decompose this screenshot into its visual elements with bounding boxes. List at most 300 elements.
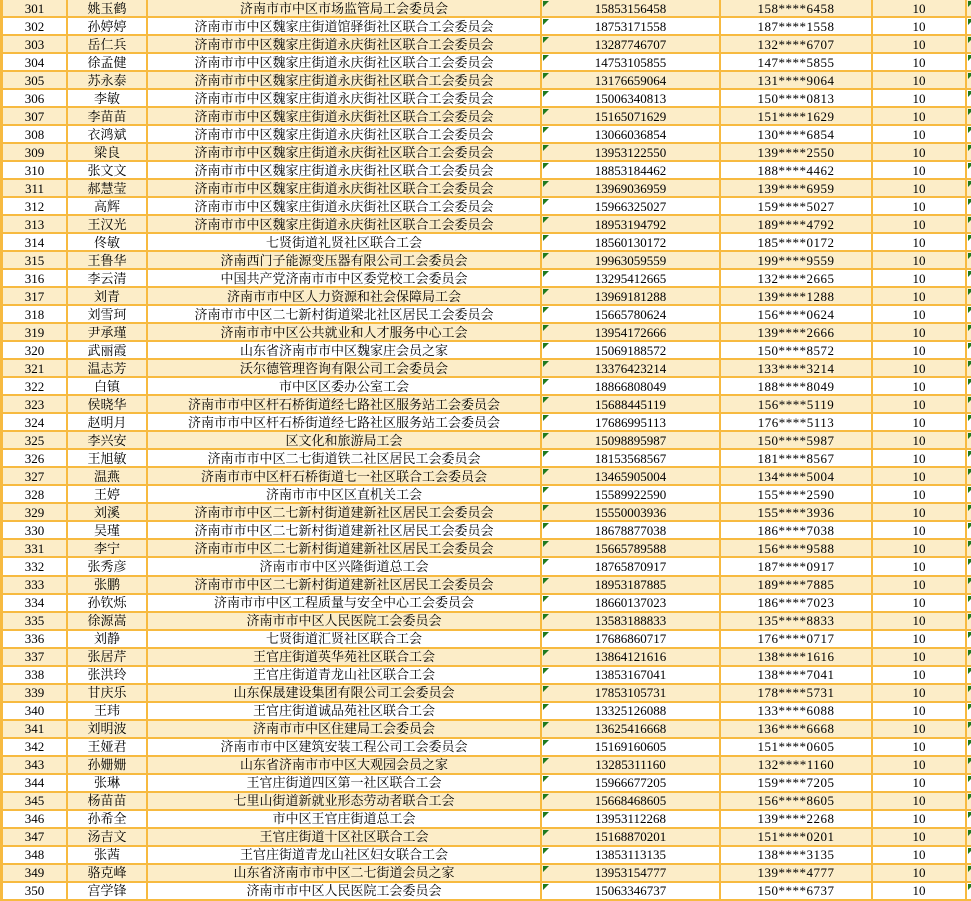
organization-cell[interactable]: 王官庄街道四区第一社区联合工会 bbox=[148, 775, 542, 791]
organization-cell[interactable]: 济南市市中区二七街道铁二社区居民工会委员会 bbox=[148, 450, 542, 466]
name-cell[interactable]: 甘庆乐 bbox=[68, 685, 148, 701]
count-cell[interactable]: 10 bbox=[873, 649, 967, 665]
organization-cell[interactable]: 王官庄街道青龙山社区妇女联合工会 bbox=[148, 847, 542, 863]
masked-phone-cell[interactable]: 176****5113 bbox=[721, 414, 873, 430]
name-cell[interactable]: 刘雪珂 bbox=[68, 306, 148, 322]
row-number-cell[interactable]: 336 bbox=[3, 631, 68, 647]
masked-phone-cell[interactable]: 150****6737 bbox=[721, 883, 873, 899]
masked-phone-cell[interactable]: 151****0605 bbox=[721, 739, 873, 755]
masked-phone-cell[interactable]: 188****4462 bbox=[721, 162, 873, 178]
masked-phone-cell[interactable]: 139****1288 bbox=[721, 288, 873, 304]
phone-cell[interactable] bbox=[542, 180, 721, 196]
count-cell[interactable]: 10 bbox=[873, 450, 967, 466]
organization-cell[interactable]: 市中区王官庄街道总工会 bbox=[148, 811, 542, 827]
count-cell[interactable]: 10 bbox=[873, 595, 967, 611]
count-cell[interactable]: 10 bbox=[873, 36, 967, 52]
clipped-next-column-cell[interactable] bbox=[967, 234, 971, 250]
clipped-next-column-cell[interactable] bbox=[967, 703, 971, 719]
row-number-cell[interactable]: 307 bbox=[3, 108, 68, 124]
row-number-cell[interactable]: 340 bbox=[3, 703, 68, 719]
count-cell[interactable]: 10 bbox=[873, 342, 967, 358]
name-cell[interactable]: 李苗苗 bbox=[68, 108, 148, 124]
organization-cell[interactable]: 济南市市中区魏家庄街道永庆街社区联合工会委员会 bbox=[148, 72, 542, 88]
count-cell[interactable]: 10 bbox=[873, 757, 967, 773]
masked-phone-cell[interactable]: 151****0201 bbox=[721, 829, 873, 845]
masked-phone-cell[interactable]: 199****9559 bbox=[721, 252, 873, 268]
phone-cell[interactable] bbox=[542, 288, 721, 304]
count-cell[interactable]: 10 bbox=[873, 883, 967, 899]
row-number-cell[interactable]: 319 bbox=[3, 324, 68, 340]
row-number-cell[interactable]: 338 bbox=[3, 667, 68, 683]
clipped-next-column-cell[interactable] bbox=[967, 595, 971, 611]
masked-phone-cell[interactable]: 134****5004 bbox=[721, 468, 873, 484]
masked-phone-cell[interactable]: 159****7205 bbox=[721, 775, 873, 791]
masked-phone-cell[interactable]: 155****3936 bbox=[721, 504, 873, 520]
clipped-next-column-cell[interactable] bbox=[967, 522, 971, 538]
clipped-next-column-cell[interactable] bbox=[967, 216, 971, 232]
row-number-cell[interactable]: 327 bbox=[3, 468, 68, 484]
count-cell[interactable]: 10 bbox=[873, 432, 967, 448]
organization-cell[interactable]: 济南市市中区二七新村街道建新社区居民工会委员会 bbox=[148, 504, 542, 520]
count-cell[interactable]: 10 bbox=[873, 847, 967, 863]
phone-cell[interactable] bbox=[542, 198, 721, 214]
phone-cell[interactable] bbox=[542, 36, 721, 52]
row-number-cell[interactable]: 344 bbox=[3, 775, 68, 791]
organization-cell[interactable]: 济南市市中区区直机关工会 bbox=[148, 486, 542, 502]
phone-cell[interactable] bbox=[542, 144, 721, 160]
phone-cell[interactable] bbox=[542, 234, 721, 250]
count-cell[interactable]: 10 bbox=[873, 613, 967, 629]
clipped-next-column-cell[interactable] bbox=[967, 793, 971, 809]
masked-phone-cell[interactable]: 151****1629 bbox=[721, 108, 873, 124]
name-cell[interactable]: 刘溪 bbox=[68, 504, 148, 520]
organization-cell[interactable]: 山东省济南市市中区魏家庄会员之家 bbox=[148, 342, 542, 358]
organization-cell[interactable]: 山东省济南市市中区大观园会员之家 bbox=[148, 757, 542, 773]
name-cell[interactable]: 王娅君 bbox=[68, 739, 148, 755]
phone-cell[interactable] bbox=[542, 829, 721, 845]
count-cell[interactable]: 10 bbox=[873, 811, 967, 827]
count-cell[interactable]: 10 bbox=[873, 18, 967, 34]
row-number-cell[interactable]: 322 bbox=[3, 378, 68, 394]
clipped-next-column-cell[interactable] bbox=[967, 847, 971, 863]
row-number-cell[interactable]: 316 bbox=[3, 270, 68, 286]
count-cell[interactable]: 10 bbox=[873, 865, 967, 881]
clipped-next-column-cell[interactable] bbox=[967, 270, 971, 286]
phone-cell[interactable] bbox=[542, 216, 721, 232]
organization-cell[interactable]: 沃尔德管理咨询有限公司工会委员会 bbox=[148, 360, 542, 376]
clipped-next-column-cell[interactable] bbox=[967, 540, 971, 556]
masked-phone-cell[interactable]: 150****5987 bbox=[721, 432, 873, 448]
name-cell[interactable]: 徐孟健 bbox=[68, 54, 148, 70]
organization-cell[interactable]: 七里山街道新就业形态劳动者联合工会 bbox=[148, 793, 542, 809]
masked-phone-cell[interactable]: 135****8833 bbox=[721, 613, 873, 629]
phone-cell[interactable] bbox=[542, 793, 721, 809]
phone-cell[interactable] bbox=[542, 775, 721, 791]
phone-cell[interactable] bbox=[542, 847, 721, 863]
organization-cell[interactable]: 济南市市中区魏家庄街道永庆街社区联合工会委员会 bbox=[148, 180, 542, 196]
name-cell[interactable]: 王玮 bbox=[68, 703, 148, 719]
clipped-next-column-cell[interactable] bbox=[967, 775, 971, 791]
clipped-next-column-cell[interactable] bbox=[967, 342, 971, 358]
organization-cell[interactable]: 济南市市中区市场监管局工会委员会 bbox=[148, 0, 542, 16]
count-cell[interactable]: 10 bbox=[873, 396, 967, 412]
count-cell[interactable]: 10 bbox=[873, 468, 967, 484]
organization-cell[interactable]: 济南市市中区魏家庄街道永庆街社区联合工会委员会 bbox=[148, 216, 542, 232]
masked-phone-cell[interactable]: 188****8049 bbox=[721, 378, 873, 394]
name-cell[interactable]: 孙希全 bbox=[68, 811, 148, 827]
name-cell[interactable]: 吴瑾 bbox=[68, 522, 148, 538]
row-number-cell[interactable]: 320 bbox=[3, 342, 68, 358]
organization-cell[interactable]: 济南市市中区魏家庄街道永庆街社区联合工会委员会 bbox=[148, 198, 542, 214]
name-cell[interactable]: 衣鸿斌 bbox=[68, 126, 148, 142]
name-cell[interactable]: 宫学锋 bbox=[68, 883, 148, 899]
masked-phone-cell[interactable]: 158****6458 bbox=[721, 0, 873, 16]
row-number-cell[interactable]: 331 bbox=[3, 540, 68, 556]
clipped-next-column-cell[interactable] bbox=[967, 883, 971, 899]
masked-phone-cell[interactable]: 186****7038 bbox=[721, 522, 873, 538]
phone-cell[interactable] bbox=[542, 613, 721, 629]
organization-cell[interactable]: 王官庄街道十区社区联合工会 bbox=[148, 829, 542, 845]
row-number-cell[interactable]: 328 bbox=[3, 486, 68, 502]
name-cell[interactable]: 汤吉文 bbox=[68, 829, 148, 845]
count-cell[interactable]: 10 bbox=[873, 144, 967, 160]
organization-cell[interactable]: 济南市市中区魏家庄街道馆驿街社区联合工会委员会 bbox=[148, 18, 542, 34]
count-cell[interactable]: 10 bbox=[873, 54, 967, 70]
name-cell[interactable]: 佟敏 bbox=[68, 234, 148, 250]
count-cell[interactable]: 10 bbox=[873, 90, 967, 106]
organization-cell[interactable]: 济南市市中区工程质量与安全中心工会委员会 bbox=[148, 595, 542, 611]
row-number-cell[interactable]: 306 bbox=[3, 90, 68, 106]
name-cell[interactable]: 李云清 bbox=[68, 270, 148, 286]
row-number-cell[interactable]: 333 bbox=[3, 577, 68, 593]
count-cell[interactable]: 10 bbox=[873, 216, 967, 232]
organization-cell[interactable]: 济南市市中区魏家庄街道永庆街社区联合工会委员会 bbox=[148, 162, 542, 178]
clipped-next-column-cell[interactable] bbox=[967, 613, 971, 629]
organization-cell[interactable]: 王官庄街道青龙山社区联合工会 bbox=[148, 667, 542, 683]
row-number-cell[interactable]: 348 bbox=[3, 847, 68, 863]
clipped-next-column-cell[interactable] bbox=[967, 108, 971, 124]
row-number-cell[interactable]: 303 bbox=[3, 36, 68, 52]
organization-cell[interactable]: 济南市市中区兴隆街道总工会 bbox=[148, 558, 542, 574]
row-number-cell[interactable]: 301 bbox=[3, 0, 68, 16]
clipped-next-column-cell[interactable] bbox=[967, 378, 971, 394]
row-number-cell[interactable]: 310 bbox=[3, 162, 68, 178]
count-cell[interactable]: 10 bbox=[873, 703, 967, 719]
row-number-cell[interactable]: 332 bbox=[3, 558, 68, 574]
name-cell[interactable]: 张茜 bbox=[68, 847, 148, 863]
organization-cell[interactable]: 济南市市中区魏家庄街道永庆街社区联合工会委员会 bbox=[148, 144, 542, 160]
clipped-next-column-cell[interactable] bbox=[967, 649, 971, 665]
count-cell[interactable]: 10 bbox=[873, 234, 967, 250]
row-number-cell[interactable]: 339 bbox=[3, 685, 68, 701]
count-cell[interactable]: 10 bbox=[873, 108, 967, 124]
masked-phone-cell[interactable]: 132****1160 bbox=[721, 757, 873, 773]
name-cell[interactable]: 孙钦烁 bbox=[68, 595, 148, 611]
phone-cell[interactable] bbox=[542, 0, 721, 16]
masked-phone-cell[interactable]: 132****6707 bbox=[721, 36, 873, 52]
phone-cell[interactable] bbox=[542, 703, 721, 719]
name-cell[interactable]: 温燕 bbox=[68, 468, 148, 484]
name-cell[interactable]: 孙姗姗 bbox=[68, 757, 148, 773]
masked-phone-cell[interactable]: 156****8605 bbox=[721, 793, 873, 809]
phone-cell[interactable] bbox=[542, 342, 721, 358]
clipped-next-column-cell[interactable] bbox=[967, 432, 971, 448]
organization-cell[interactable]: 七贤街道礼贤社区联合工会 bbox=[148, 234, 542, 250]
organization-cell[interactable]: 济南市市中区二七新村街道建新社区居民工会委员会 bbox=[148, 540, 542, 556]
organization-cell[interactable]: 济南市市中区人力资源和社会保障局工会 bbox=[148, 288, 542, 304]
name-cell[interactable]: 王汉光 bbox=[68, 216, 148, 232]
phone-cell[interactable] bbox=[542, 522, 721, 538]
row-number-cell[interactable]: 329 bbox=[3, 504, 68, 520]
count-cell[interactable]: 10 bbox=[873, 0, 967, 16]
name-cell[interactable]: 张文文 bbox=[68, 162, 148, 178]
masked-phone-cell[interactable]: 138****1616 bbox=[721, 649, 873, 665]
clipped-next-column-cell[interactable] bbox=[967, 54, 971, 70]
count-cell[interactable]: 10 bbox=[873, 72, 967, 88]
name-cell[interactable]: 骆克峰 bbox=[68, 865, 148, 881]
clipped-next-column-cell[interactable] bbox=[967, 306, 971, 322]
organization-cell[interactable]: 济南市市中区杆石桥街道经七路社区服务站工会委员会 bbox=[148, 414, 542, 430]
count-cell[interactable]: 10 bbox=[873, 252, 967, 268]
clipped-next-column-cell[interactable] bbox=[967, 721, 971, 737]
clipped-next-column-cell[interactable] bbox=[967, 324, 971, 340]
count-cell[interactable]: 10 bbox=[873, 540, 967, 556]
row-number-cell[interactable]: 321 bbox=[3, 360, 68, 376]
phone-cell[interactable] bbox=[542, 270, 721, 286]
organization-cell[interactable]: 山东保晟建设集团有限公司工会委员会 bbox=[148, 685, 542, 701]
row-number-cell[interactable]: 309 bbox=[3, 144, 68, 160]
name-cell[interactable]: 郝慧莹 bbox=[68, 180, 148, 196]
organization-cell[interactable]: 济南市市中区人民医院工会委员会 bbox=[148, 613, 542, 629]
row-number-cell[interactable]: 346 bbox=[3, 811, 68, 827]
phone-cell[interactable] bbox=[542, 486, 721, 502]
row-number-cell[interactable]: 337 bbox=[3, 649, 68, 665]
clipped-next-column-cell[interactable] bbox=[967, 558, 971, 574]
masked-phone-cell[interactable]: 156****5119 bbox=[721, 396, 873, 412]
row-number-cell[interactable]: 312 bbox=[3, 198, 68, 214]
count-cell[interactable]: 10 bbox=[873, 631, 967, 647]
row-number-cell[interactable]: 326 bbox=[3, 450, 68, 466]
phone-cell[interactable] bbox=[542, 306, 721, 322]
masked-phone-cell[interactable]: 133****3214 bbox=[721, 360, 873, 376]
clipped-next-column-cell[interactable] bbox=[967, 414, 971, 430]
count-cell[interactable]: 10 bbox=[873, 793, 967, 809]
name-cell[interactable]: 岳仁兵 bbox=[68, 36, 148, 52]
masked-phone-cell[interactable]: 147****5855 bbox=[721, 54, 873, 70]
name-cell[interactable]: 张洪玲 bbox=[68, 667, 148, 683]
name-cell[interactable]: 梁良 bbox=[68, 144, 148, 160]
name-cell[interactable]: 武丽霞 bbox=[68, 342, 148, 358]
clipped-next-column-cell[interactable] bbox=[967, 36, 971, 52]
phone-cell[interactable] bbox=[542, 468, 721, 484]
name-cell[interactable]: 王鲁华 bbox=[68, 252, 148, 268]
phone-cell[interactable] bbox=[542, 54, 721, 70]
organization-cell[interactable]: 济南市市中区魏家庄街道永庆街社区联合工会委员会 bbox=[148, 108, 542, 124]
name-cell[interactable]: 高辉 bbox=[68, 198, 148, 214]
organization-cell[interactable]: 济南市市中区杆石桥街道七一社区联合工会委员会 bbox=[148, 468, 542, 484]
row-number-cell[interactable]: 305 bbox=[3, 72, 68, 88]
name-cell[interactable]: 白镇 bbox=[68, 378, 148, 394]
masked-phone-cell[interactable]: 156****0624 bbox=[721, 306, 873, 322]
phone-cell[interactable] bbox=[542, 811, 721, 827]
count-cell[interactable]: 10 bbox=[873, 414, 967, 430]
phone-cell[interactable] bbox=[542, 757, 721, 773]
phone-cell[interactable] bbox=[542, 360, 721, 376]
name-cell[interactable]: 刘青 bbox=[68, 288, 148, 304]
row-number-cell[interactable]: 343 bbox=[3, 757, 68, 773]
masked-phone-cell[interactable]: 139****4777 bbox=[721, 865, 873, 881]
organization-cell[interactable]: 济南市市中区杆石桥街道经七路社区服务站工会委员会 bbox=[148, 396, 542, 412]
clipped-next-column-cell[interactable] bbox=[967, 252, 971, 268]
masked-phone-cell[interactable]: 139****2268 bbox=[721, 811, 873, 827]
count-cell[interactable]: 10 bbox=[873, 577, 967, 593]
name-cell[interactable]: 尹承瑾 bbox=[68, 324, 148, 340]
organization-cell[interactable]: 区文化和旅游局工会 bbox=[148, 432, 542, 448]
masked-phone-cell[interactable]: 132****2665 bbox=[721, 270, 873, 286]
phone-cell[interactable] bbox=[542, 865, 721, 881]
organization-cell[interactable]: 中国共产党济南市市中区委党校工会委员会 bbox=[148, 270, 542, 286]
name-cell[interactable]: 温志芳 bbox=[68, 360, 148, 376]
masked-phone-cell[interactable]: 139****2666 bbox=[721, 324, 873, 340]
count-cell[interactable]: 10 bbox=[873, 306, 967, 322]
organization-cell[interactable]: 济南市市中区魏家庄街道永庆街社区联合工会委员会 bbox=[148, 54, 542, 70]
name-cell[interactable]: 张居芹 bbox=[68, 649, 148, 665]
name-cell[interactable]: 张琳 bbox=[68, 775, 148, 791]
organization-cell[interactable]: 济南市市中区魏家庄街道永庆街社区联合工会委员会 bbox=[148, 90, 542, 106]
clipped-next-column-cell[interactable] bbox=[967, 504, 971, 520]
clipped-next-column-cell[interactable] bbox=[967, 450, 971, 466]
row-number-cell[interactable]: 323 bbox=[3, 396, 68, 412]
organization-cell[interactable]: 王官庄街道诚品苑社区联合工会 bbox=[148, 703, 542, 719]
row-number-cell[interactable]: 315 bbox=[3, 252, 68, 268]
clipped-next-column-cell[interactable] bbox=[967, 631, 971, 647]
masked-phone-cell[interactable]: 139****6959 bbox=[721, 180, 873, 196]
organization-cell[interactable]: 市中区区委办公室工会 bbox=[148, 378, 542, 394]
organization-cell[interactable]: 七贤街道汇贤社区联合工会 bbox=[148, 631, 542, 647]
phone-cell[interactable] bbox=[542, 396, 721, 412]
row-number-cell[interactable]: 334 bbox=[3, 595, 68, 611]
phone-cell[interactable] bbox=[542, 450, 721, 466]
phone-cell[interactable] bbox=[542, 558, 721, 574]
row-number-cell[interactable]: 324 bbox=[3, 414, 68, 430]
name-cell[interactable]: 李敏 bbox=[68, 90, 148, 106]
phone-cell[interactable] bbox=[542, 108, 721, 124]
masked-phone-cell[interactable]: 138****3135 bbox=[721, 847, 873, 863]
phone-cell[interactable] bbox=[542, 631, 721, 647]
organization-cell[interactable]: 济南市市中区建筑安装工程公司工会委员会 bbox=[148, 739, 542, 755]
count-cell[interactable]: 10 bbox=[873, 378, 967, 394]
phone-cell[interactable] bbox=[542, 324, 721, 340]
row-number-cell[interactable]: 313 bbox=[3, 216, 68, 232]
organization-cell[interactable]: 济南市市中区人民医院工会委员会 bbox=[148, 883, 542, 899]
count-cell[interactable]: 10 bbox=[873, 126, 967, 142]
row-number-cell[interactable]: 318 bbox=[3, 306, 68, 322]
phone-cell[interactable] bbox=[542, 18, 721, 34]
row-number-cell[interactable]: 314 bbox=[3, 234, 68, 250]
organization-cell[interactable]: 济南市市中区魏家庄街道永庆街社区联合工会委员会 bbox=[148, 36, 542, 52]
clipped-next-column-cell[interactable] bbox=[967, 468, 971, 484]
masked-phone-cell[interactable]: 150****0813 bbox=[721, 90, 873, 106]
phone-cell[interactable] bbox=[542, 90, 721, 106]
count-cell[interactable]: 10 bbox=[873, 522, 967, 538]
clipped-next-column-cell[interactable] bbox=[967, 72, 971, 88]
clipped-next-column-cell[interactable] bbox=[967, 739, 971, 755]
row-number-cell[interactable]: 335 bbox=[3, 613, 68, 629]
name-cell[interactable]: 刘静 bbox=[68, 631, 148, 647]
masked-phone-cell[interactable]: 176****0717 bbox=[721, 631, 873, 647]
masked-phone-cell[interactable]: 187****0917 bbox=[721, 558, 873, 574]
clipped-next-column-cell[interactable] bbox=[967, 144, 971, 160]
clipped-next-column-cell[interactable] bbox=[967, 18, 971, 34]
clipped-next-column-cell[interactable] bbox=[967, 685, 971, 701]
phone-cell[interactable] bbox=[542, 504, 721, 520]
name-cell[interactable]: 赵明月 bbox=[68, 414, 148, 430]
row-number-cell[interactable]: 347 bbox=[3, 829, 68, 845]
masked-phone-cell[interactable]: 138****7041 bbox=[721, 667, 873, 683]
clipped-next-column-cell[interactable] bbox=[967, 198, 971, 214]
name-cell[interactable]: 刘明波 bbox=[68, 721, 148, 737]
name-cell[interactable]: 姚玉鹤 bbox=[68, 0, 148, 16]
phone-cell[interactable] bbox=[542, 414, 721, 430]
count-cell[interactable]: 10 bbox=[873, 739, 967, 755]
count-cell[interactable]: 10 bbox=[873, 558, 967, 574]
masked-phone-cell[interactable]: 155****2590 bbox=[721, 486, 873, 502]
phone-cell[interactable] bbox=[542, 72, 721, 88]
clipped-next-column-cell[interactable] bbox=[967, 162, 971, 178]
name-cell[interactable]: 张秀彦 bbox=[68, 558, 148, 574]
name-cell[interactable]: 李兴安 bbox=[68, 432, 148, 448]
phone-cell[interactable] bbox=[542, 540, 721, 556]
name-cell[interactable]: 孙婷婷 bbox=[68, 18, 148, 34]
clipped-next-column-cell[interactable] bbox=[967, 126, 971, 142]
row-number-cell[interactable]: 345 bbox=[3, 793, 68, 809]
name-cell[interactable]: 杨苗苗 bbox=[68, 793, 148, 809]
phone-cell[interactable] bbox=[542, 667, 721, 683]
row-number-cell[interactable]: 330 bbox=[3, 522, 68, 538]
row-number-cell[interactable]: 317 bbox=[3, 288, 68, 304]
organization-cell[interactable]: 济南市市中区二七新村街道建新社区居民工会委员会 bbox=[148, 522, 542, 538]
phone-cell[interactable] bbox=[542, 252, 721, 268]
clipped-next-column-cell[interactable] bbox=[967, 396, 971, 412]
count-cell[interactable]: 10 bbox=[873, 775, 967, 791]
masked-phone-cell[interactable]: 139****2550 bbox=[721, 144, 873, 160]
masked-phone-cell[interactable]: 181****8567 bbox=[721, 450, 873, 466]
masked-phone-cell[interactable]: 189****7885 bbox=[721, 577, 873, 593]
masked-phone-cell[interactable]: 131****9064 bbox=[721, 72, 873, 88]
masked-phone-cell[interactable]: 185****0172 bbox=[721, 234, 873, 250]
phone-cell[interactable] bbox=[542, 685, 721, 701]
organization-cell[interactable]: 济南市市中区二七新村街道梁北社区居民工会委员会 bbox=[148, 306, 542, 322]
row-number-cell[interactable]: 311 bbox=[3, 180, 68, 196]
clipped-next-column-cell[interactable] bbox=[967, 486, 971, 502]
clipped-next-column-cell[interactable] bbox=[967, 288, 971, 304]
row-number-cell[interactable]: 302 bbox=[3, 18, 68, 34]
masked-phone-cell[interactable]: 189****4792 bbox=[721, 216, 873, 232]
phone-cell[interactable] bbox=[542, 126, 721, 142]
count-cell[interactable]: 10 bbox=[873, 288, 967, 304]
masked-phone-cell[interactable]: 178****5731 bbox=[721, 685, 873, 701]
phone-cell[interactable] bbox=[542, 739, 721, 755]
phone-cell[interactable] bbox=[542, 883, 721, 899]
count-cell[interactable]: 10 bbox=[873, 685, 967, 701]
phone-cell[interactable] bbox=[542, 595, 721, 611]
row-number-cell[interactable]: 325 bbox=[3, 432, 68, 448]
masked-phone-cell[interactable]: 133****6088 bbox=[721, 703, 873, 719]
name-cell[interactable]: 王旭敏 bbox=[68, 450, 148, 466]
count-cell[interactable]: 10 bbox=[873, 667, 967, 683]
count-cell[interactable]: 10 bbox=[873, 198, 967, 214]
name-cell[interactable]: 侯晓华 bbox=[68, 396, 148, 412]
